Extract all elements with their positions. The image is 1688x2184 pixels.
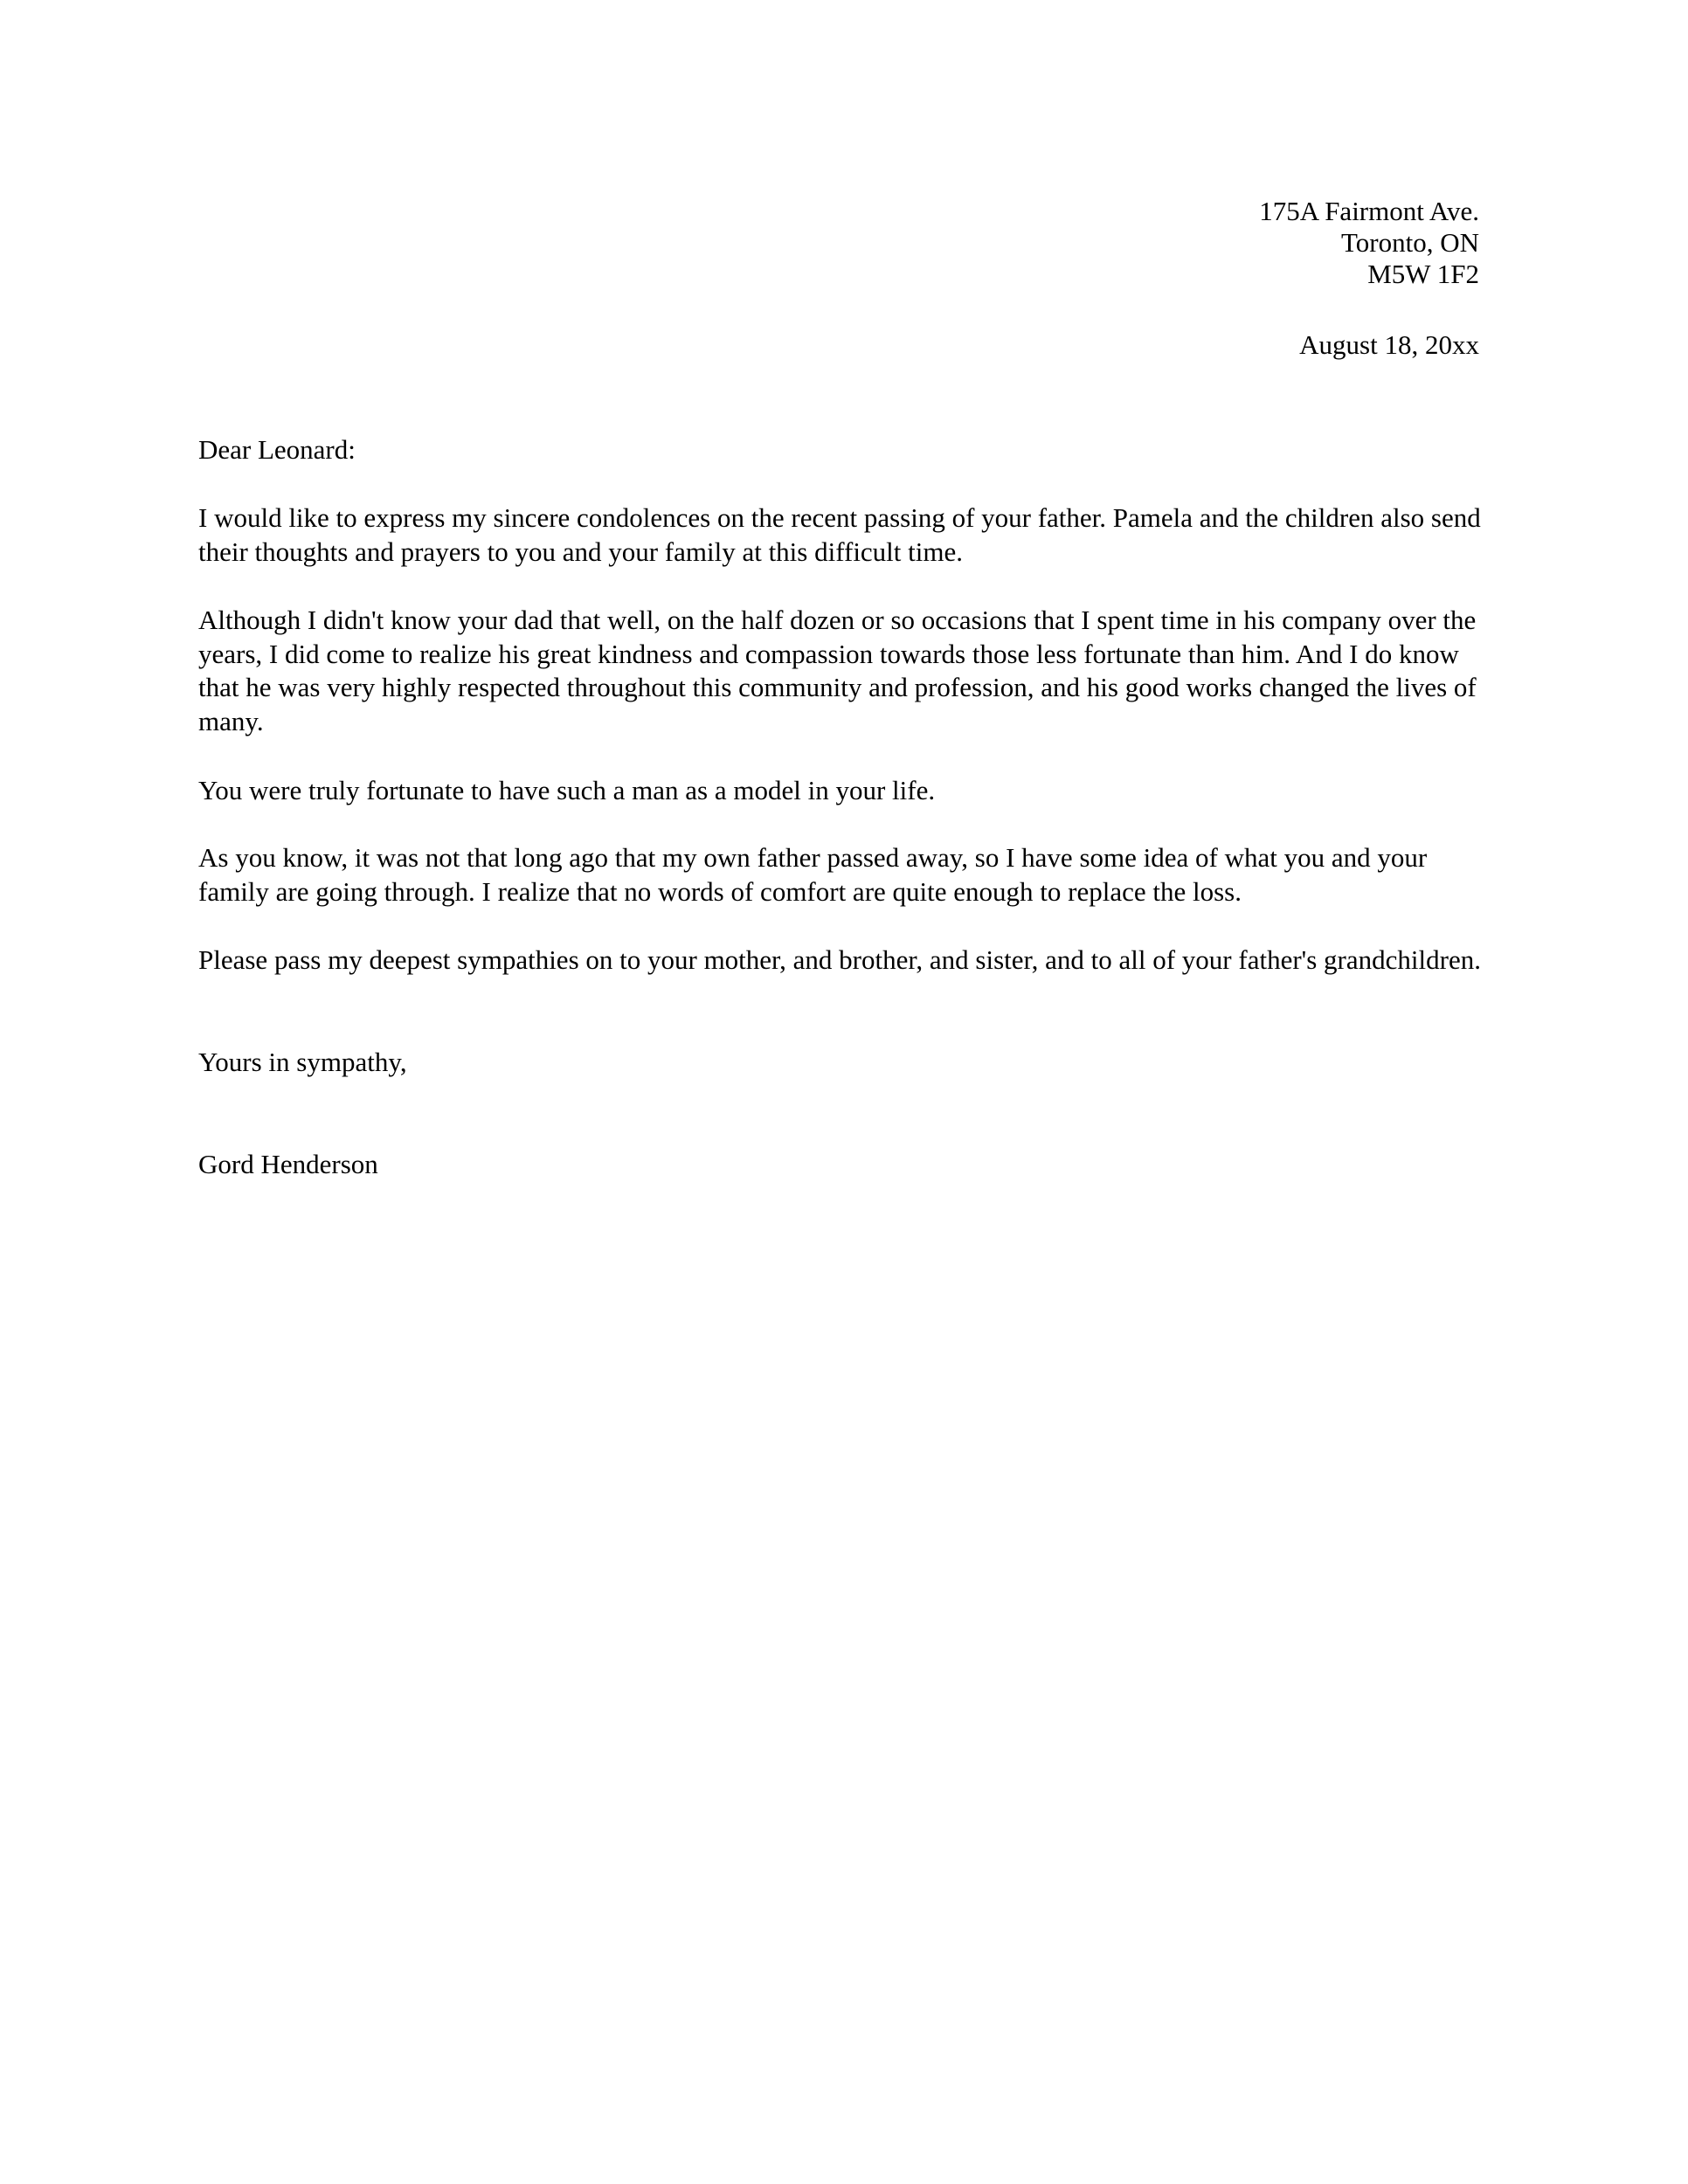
- paragraph-role-model: You were truly fortunate to have such a man as a model in your life.: [198, 775, 936, 805]
- address-postal: M5W 1F2: [1367, 259, 1479, 289]
- address-city: Toronto, ON: [1341, 227, 1479, 258]
- paragraph-condolences: I would like to express my sincere condolences on the recent passing of your father. Pamela and the children also send their thoughts and prayers to you and your family at this difficult time.: [198, 502, 1481, 567]
- closing: Yours in sympathy,: [198, 1047, 407, 1077]
- address-street: 175A Fairmont Ave.: [1259, 196, 1479, 226]
- paragraph-sympathies: Please pass my deepest sympathies on to your mother, and brother, and sister, and to all of your father's grandchildren.: [198, 944, 1481, 975]
- letter-date: August 18, 20xx: [1299, 329, 1479, 360]
- sender-address: [868, 196, 1479, 290]
- paragraph-about-father: Although I didn't know your dad that well, on the half dozen or so occasions that I spent time in his company over the years, I did come to realize his great kindness and compassion towards those less fortunate than him. And I do know that he was very highly respected throughout this community and profession, and his good works changed the lives of many.: [198, 605, 1477, 736]
- signature-name: Gord Henderson: [198, 1149, 378, 1179]
- salutation: Dear Leonard:: [198, 434, 356, 465]
- paragraph-own-loss: As you know, it was not that long ago that my own father passed away, so I have some idea of what you and your family are going through. I realize that no words of comfort are quite enough to replace the loss.: [198, 842, 1428, 907]
